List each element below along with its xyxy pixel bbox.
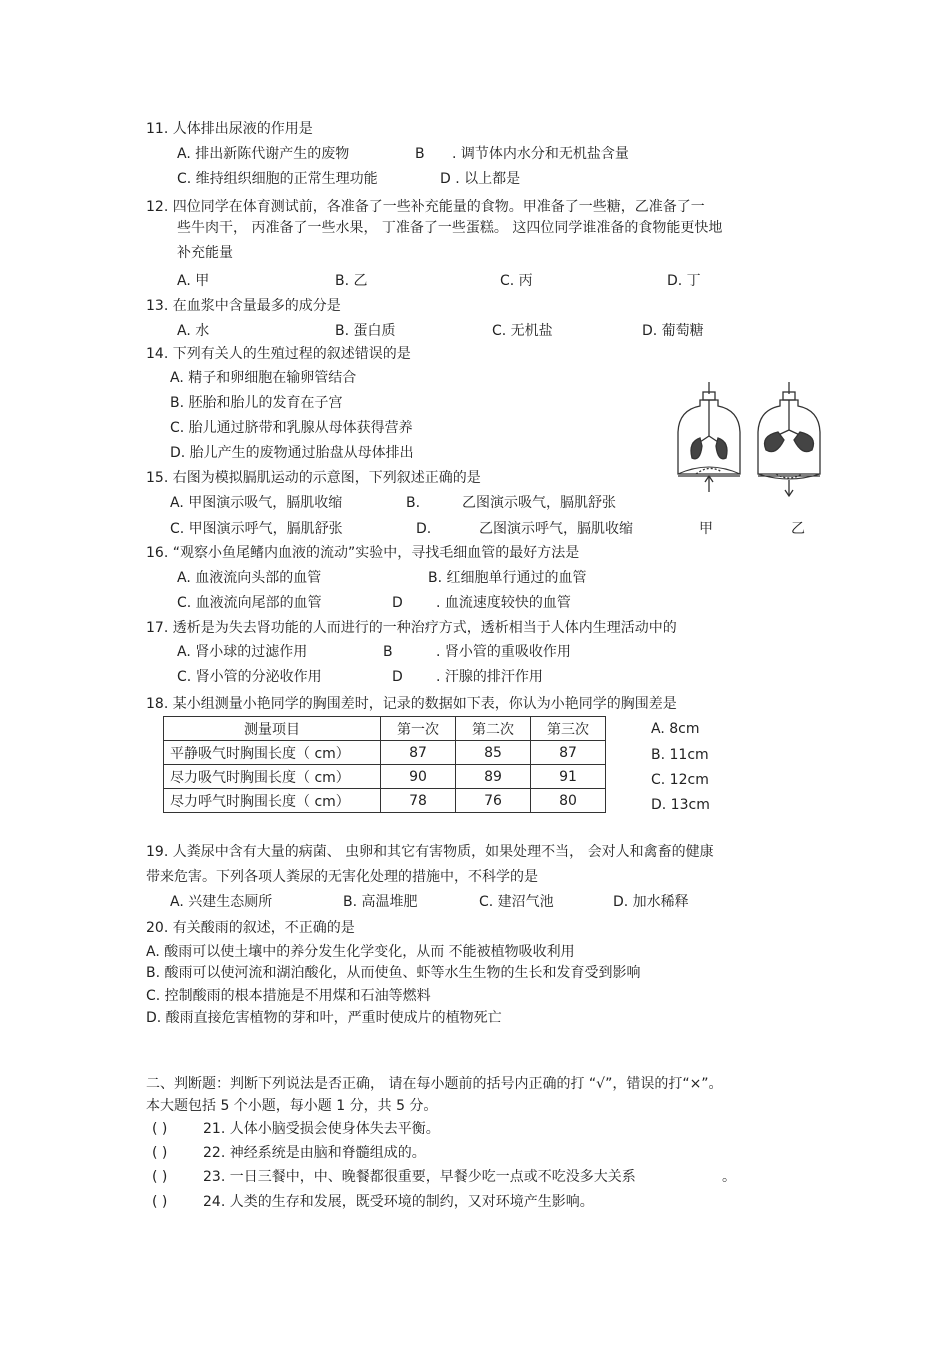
judge-item: 22. 神经系统是由脑和脊髓组成的。 bbox=[203, 1145, 426, 1161]
q12-option-b: B. 乙 bbox=[335, 273, 368, 289]
q11-option-a: A. 排出新陈代谢产生的废物 bbox=[177, 146, 350, 162]
judge-item: 23. 一日三餐中，中、晚餐都很重要，早餐少吃一点或不吃没多大关系 bbox=[203, 1169, 636, 1185]
q11-option-b: . 调节体内水分和无机盐含量 bbox=[452, 146, 629, 162]
table-header: 测量项目 bbox=[164, 717, 381, 741]
q11-option-c: C. 维持组织细胞的正常生理功能 bbox=[177, 171, 378, 187]
table-row bbox=[164, 741, 606, 765]
q19-option-d: D. 加水稀释 bbox=[613, 894, 689, 910]
q13-option-a: A. 水 bbox=[177, 323, 210, 339]
judge-item: 21. 人体小脑受损会使身体失去平衡。 bbox=[203, 1121, 440, 1137]
q19-option-c: C. 建沼气池 bbox=[479, 894, 554, 910]
q13-option-b: B. 蛋白质 bbox=[335, 323, 396, 339]
q17-option-a: A. 肾小球的过滤作用 bbox=[177, 644, 308, 660]
q15-option-d-letter: D. bbox=[416, 521, 432, 537]
q16-stem: 16. “观察小鱼尾鳍内血液的流动”实验中，寻找毛细血管的最好方法是 bbox=[146, 545, 580, 561]
q16-option-d-letter: D bbox=[392, 595, 403, 611]
table-cell: 90 bbox=[381, 765, 456, 789]
q16-option-c: C. 血液流向尾部的血管 bbox=[177, 595, 322, 611]
q18-stem: 18. 某小组测量小艳同学的胸围差时，记录的数据如下表，你认为小艳同学的胸围差是 bbox=[146, 696, 677, 712]
table-cell: 87 bbox=[531, 741, 606, 765]
table-header-row bbox=[164, 717, 606, 741]
q14-option-d: D. 胎儿产生的废物通过胎盘从母体排出 bbox=[170, 445, 414, 461]
table-header: 第三次 bbox=[531, 717, 606, 741]
table-cell: 91 bbox=[531, 765, 606, 789]
judge-bracket: ( ) bbox=[152, 1145, 168, 1161]
q18-option-a: A. 8cm bbox=[651, 721, 700, 737]
q15-stem: 15. 右图为模拟膈肌运动的示意图，下列叙述正确的是 bbox=[146, 470, 481, 486]
row-label: 平静吸气时胸围长度（ cm） bbox=[164, 741, 381, 765]
q12-option-c: C. 丙 bbox=[500, 273, 533, 289]
q15-option-c: C. 甲图演示呼气，膈肌舒张 bbox=[170, 521, 343, 537]
table-header: 第二次 bbox=[456, 717, 531, 741]
q20-option-a: A. 酸雨可以使土壤中的养分发生化学变化，从而 不能被植物吸收利用 bbox=[146, 944, 575, 960]
table-cell: 80 bbox=[531, 789, 606, 813]
table-cell: 85 bbox=[456, 741, 531, 765]
q16-option-a: A. 血液流向头部的血管 bbox=[177, 570, 322, 586]
table-cell: 89 bbox=[456, 765, 531, 789]
q19-stem: 19. 人粪尿中含有大量的病菌、 虫卵和其它有害物质，如果处理不当， 会对人和禽畜的健康 bbox=[146, 844, 714, 860]
q12-stem-line3: 补充能量 bbox=[177, 245, 233, 261]
q17-stem: 17. 透析是为失去肾功能的人而进行的一种治疗方式，透析相当于人体内生理活动中的 bbox=[146, 620, 677, 636]
row-label: 尽力吸气时胸围长度（ cm） bbox=[164, 765, 381, 789]
table-cell: 87 bbox=[381, 741, 456, 765]
section2-title-line2: 本大题包括 5 个小题，每小题 1 分，共 5 分。 bbox=[146, 1098, 438, 1114]
q14-option-a: A. 精子和卵细胞在输卵管结合 bbox=[170, 370, 357, 386]
judge-bracket: ( ) bbox=[152, 1169, 168, 1185]
figure-label-yi: 乙 bbox=[791, 521, 805, 537]
q13-stem: 13. 在血浆中含量最多的成分是 bbox=[146, 298, 341, 314]
q13-option-d: D. 葡萄糖 bbox=[642, 323, 704, 339]
q18-option-d: D. 13cm bbox=[651, 797, 710, 813]
q18-option-c: C. 12cm bbox=[651, 772, 709, 788]
q20-stem: 20. 有关酸雨的叙述，不正确的是 bbox=[146, 920, 355, 936]
judge-item: 24. 人类的生存和发展，既受环境的制约，又对环境产生影响。 bbox=[203, 1194, 594, 1210]
q15-option-b-letter: B. bbox=[406, 495, 421, 511]
table-cell: 76 bbox=[456, 789, 531, 813]
table-row bbox=[164, 765, 606, 789]
q14-stem: 14. 下列有关人的生殖过程的叙述错误的是 bbox=[146, 346, 411, 362]
q13-option-c: C. 无机盐 bbox=[492, 323, 553, 339]
q15-option-d: 乙图演示呼气，膈肌收缩 bbox=[479, 521, 633, 537]
q12-stem: 12. 四位同学在体育测试前，各准备了一些补充能量的食物。甲准备了一些糖，乙准备了一 bbox=[146, 199, 705, 215]
table-cell: 78 bbox=[381, 789, 456, 813]
q11-option-b-letter: B bbox=[415, 146, 425, 162]
judge-bracket: ( ) bbox=[152, 1194, 168, 1210]
q17-option-d: . 汗腺的排汗作用 bbox=[436, 669, 543, 685]
q12-option-a: A. 甲 bbox=[177, 273, 210, 289]
q15-option-a: A. 甲图演示吸气，膈肌收缩 bbox=[170, 495, 343, 511]
judge-bracket: ( ) bbox=[152, 1121, 168, 1137]
q17-option-b-letter: B bbox=[383, 644, 393, 660]
judge-item-tail: 。 bbox=[722, 1169, 736, 1185]
table-header: 第一次 bbox=[381, 717, 456, 741]
q12-option-d: D. 丁 bbox=[667, 273, 701, 289]
q17-option-b: . 肾小管的重吸收作用 bbox=[436, 644, 571, 660]
q20-option-c: C. 控制酸雨的根本措施是不用煤和石油等燃料 bbox=[146, 988, 431, 1004]
jar-yi bbox=[758, 382, 820, 496]
q20-option-b: B. 酸雨可以使河流和湖泊酸化，从而使鱼、虾等水生生物的生长和发育受到影响 bbox=[146, 965, 641, 981]
measurement-table bbox=[163, 716, 606, 813]
q11-option-d: D . 以上都是 bbox=[440, 171, 521, 187]
table-row bbox=[164, 789, 606, 813]
q14-option-c: C. 胎儿通过脐带和乳腺从母体获得营养 bbox=[170, 420, 413, 436]
q18-option-b: B. 11cm bbox=[651, 747, 709, 763]
q20-option-d: D. 酸雨直接危害植物的芽和叶，严重时使成片的植物死亡 bbox=[146, 1010, 502, 1026]
q17-option-c: C. 肾小管的分泌收作用 bbox=[177, 669, 322, 685]
section2-title: 二、判断题：判断下列说法是否正确， 请在每小题前的括号内正确的打 “√”，错误的打“×”。 bbox=[146, 1076, 723, 1092]
row-label: 尽力呼气时胸围长度（ cm） bbox=[164, 789, 381, 813]
q15-option-b: 乙图演示吸气，膈肌舒张 bbox=[462, 495, 616, 511]
figure-label-jia: 甲 bbox=[699, 521, 713, 537]
jar-jia bbox=[678, 382, 740, 492]
q19-option-a: A. 兴建生态厕所 bbox=[170, 894, 273, 910]
q11-stem: 11. 人体排出尿液的作用是 bbox=[146, 121, 313, 137]
q19-option-b: B. 高温堆肥 bbox=[343, 894, 418, 910]
q14-option-b: B. 胚胎和胎儿的发育在子宫 bbox=[170, 395, 343, 411]
diaphragm-model-figure bbox=[664, 380, 824, 520]
q16-option-b: B. 红细胞单行通过的血管 bbox=[428, 570, 587, 586]
q19-stem-line2: 带来危害。下列各项人粪尿的无害化处理的措施中，不科学的是 bbox=[146, 869, 538, 885]
q16-option-d: . 血流速度较快的血管 bbox=[436, 595, 571, 611]
q12-stem-line2: 些牛肉干， 丙准备了一些水果， 丁准备了一些蛋糕。 这四位同学谁准备的食物能更快地 bbox=[177, 220, 723, 236]
q17-option-d-letter: D bbox=[392, 669, 403, 685]
